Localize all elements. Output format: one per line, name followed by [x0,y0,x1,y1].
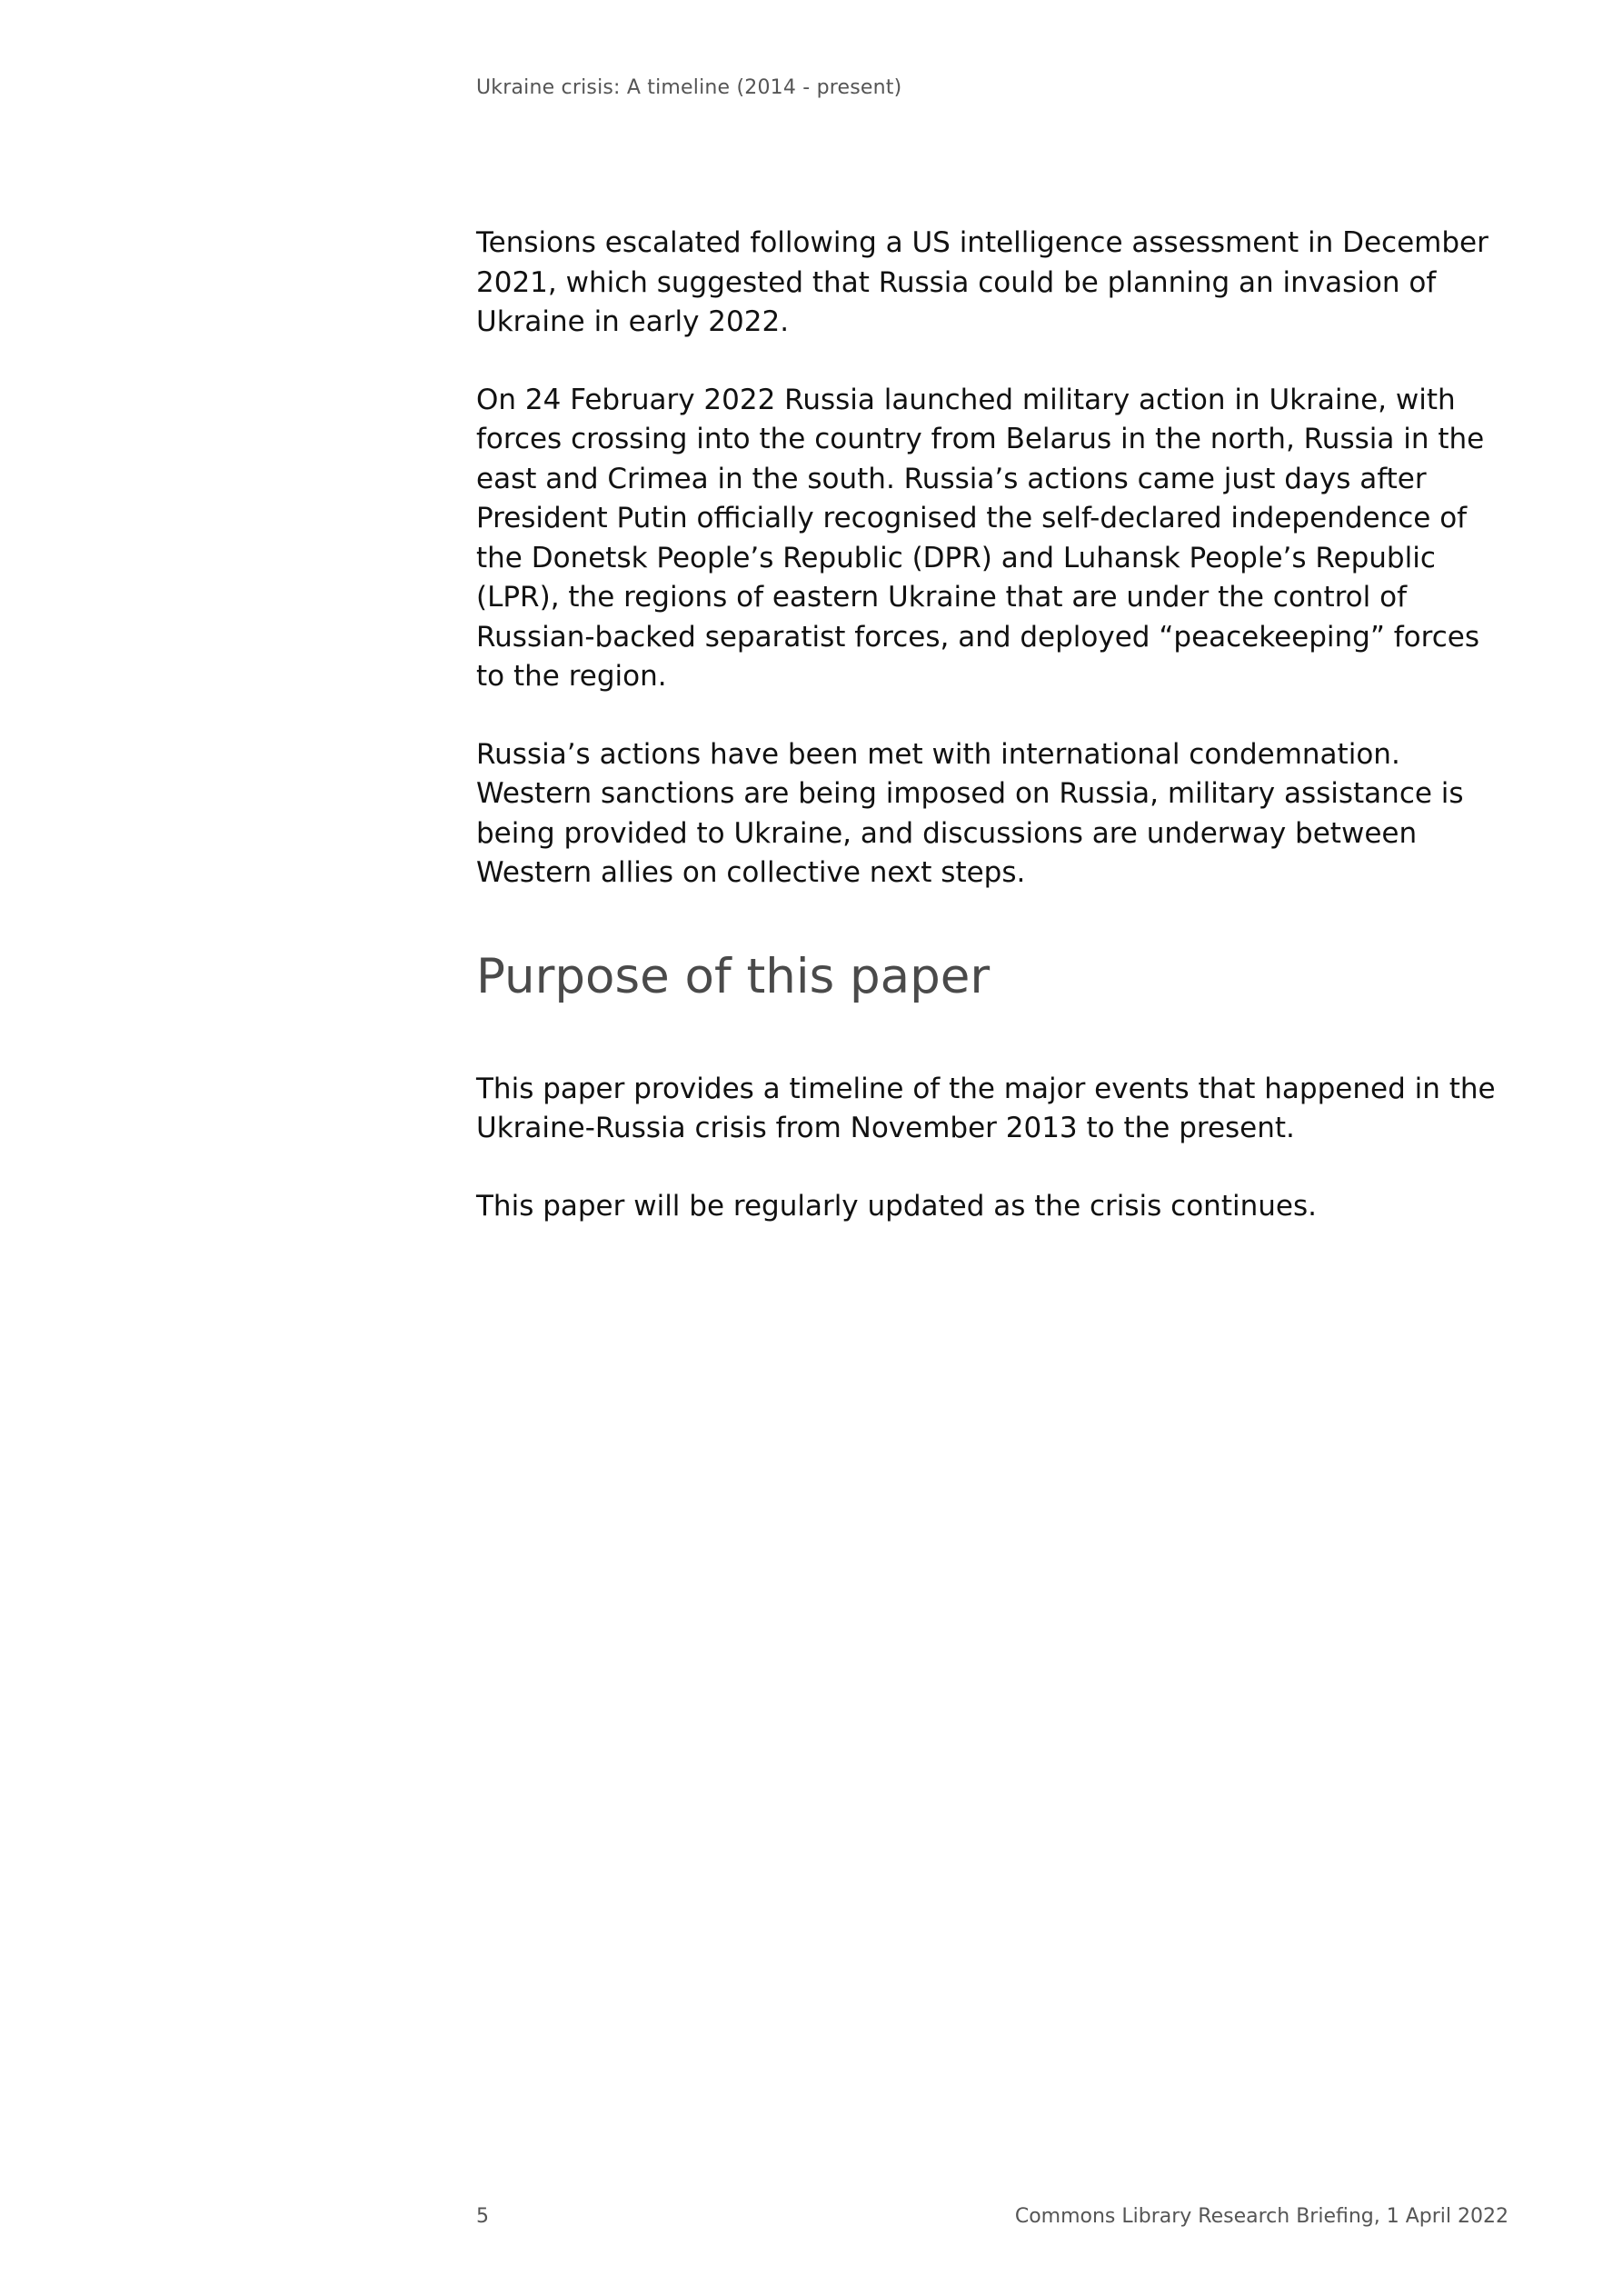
footer-publication: Commons Library Research Briefing, 1 April 2022 [1014,2205,1508,2228]
section-paragraph: This paper provides a timeline of the major events that happened in the Ukraine-Russia crisis from November 2013 to the present. [476,1072,1496,1144]
running-header: Ukraine crisis: A timeline (2014 - present) [476,76,902,99]
page-content [476,224,1512,1264]
body-paragraph: Russia’s actions have been met with international condemnation. Western sanctions are being imposed on Russia, military assistance is being provided to Ukraine, and discussions are underway between Western allies on collective next steps. [476,737,1464,889]
page-number: 5 [476,2205,489,2228]
body-paragraph: On 24 February 2022 Russia launched military action in Ukraine, with forces crossing into the country from Belarus in the north, Russia in the east and Crimea in the south. Russia’s actions came just days after President Putin officially recognised the self-declared independence of the Donetsk People’s Republic (DPR) and Luhansk People’s Republic (LPR), the regions of eastern Ukraine that are under the control of Russian-backed separatist forces, and deployed “peacekeeping” forces to the region. [476,383,1485,693]
section-paragraph: This paper will be regularly updated as the crisis continues. [476,1189,1317,1223]
body-paragraph: Tensions escalated following a US intelligence assessment in December 2021, which suggested that Russia could be planning an invasion of Ukraine in early 2022. [476,226,1489,338]
section-heading: Purpose of this paper [476,948,991,1004]
